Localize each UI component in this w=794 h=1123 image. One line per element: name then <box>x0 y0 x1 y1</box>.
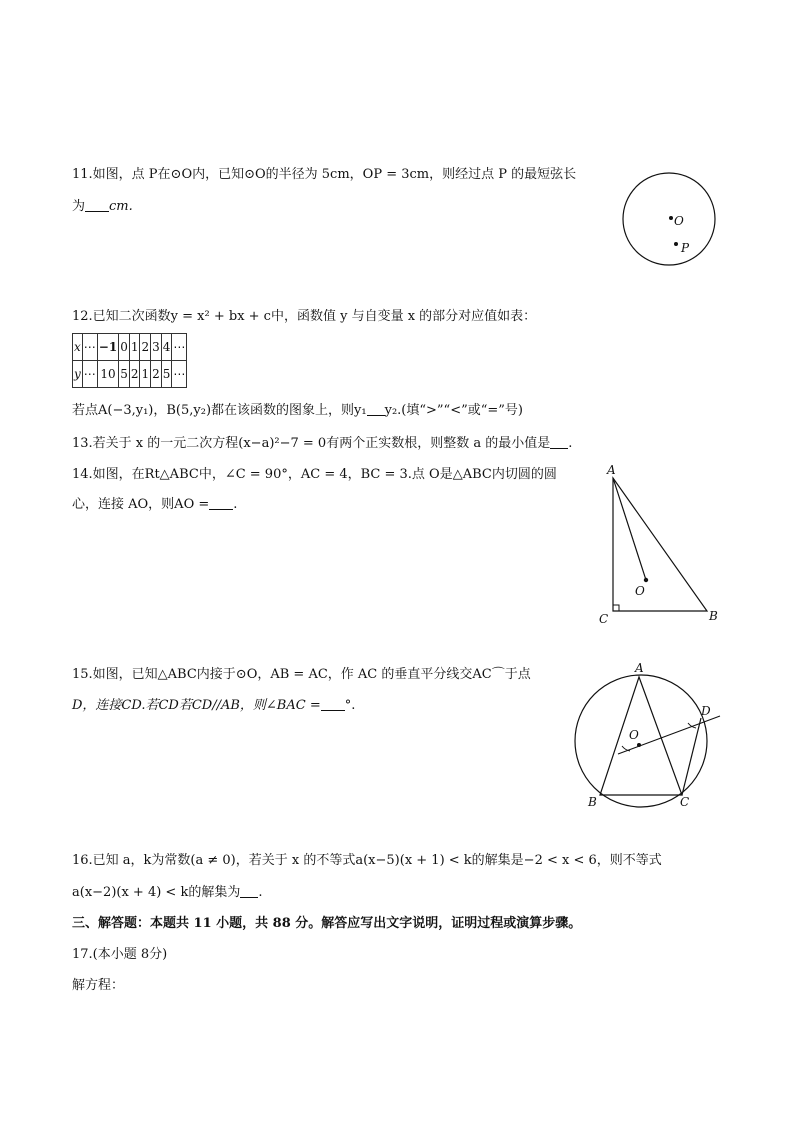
q16-line2 <box>72 884 262 902</box>
q14-right-triangle-figure <box>595 460 725 630</box>
q12-line2-post: y₂.(填“>”“<”或“=”号) <box>384 403 523 418</box>
q13-pre: 13.若关于 x 的一元二次方程(x−a)²−7 = 0有两个正实数根，则整数 a 的最小值是 <box>72 436 551 451</box>
answer-blank <box>209 497 233 510</box>
label-c: C <box>680 795 690 809</box>
answer-blank <box>321 698 345 711</box>
q16-line2-post: . <box>258 885 263 900</box>
table-row-x <box>73 334 187 361</box>
q13-post: . <box>568 436 573 451</box>
table-cell: 5 <box>119 361 130 388</box>
q15-line2-post: °. <box>344 698 356 713</box>
label-o: O <box>629 728 639 742</box>
table-cell: 1 <box>129 334 140 361</box>
table-cell: 10 <box>97 361 118 388</box>
q11-line2-post: cm. <box>109 199 133 214</box>
table-cell: 2 <box>140 334 151 361</box>
label-o: O <box>674 214 684 228</box>
q11-line1: 11.如图，点 P在⊙O内，已知⊙O的半径为 5cm，OP = 3cm，则经过点 P 的最短弦长 <box>72 167 577 182</box>
table-cell: ⋯ <box>82 361 97 388</box>
q12-line2-pre: 若点A(−3,y₁)，B(5,y₂)都在该函数的图象上，则y₁ <box>72 403 367 418</box>
label-c: C <box>599 612 609 626</box>
label-a: A <box>607 463 616 477</box>
right-angle-mark <box>613 605 619 611</box>
circumcircle <box>575 675 707 807</box>
q13-line <box>72 435 572 453</box>
q12-line2 <box>72 402 523 420</box>
answer-blank <box>240 885 258 898</box>
q11-line2 <box>72 198 133 216</box>
section-heading: 三、解答题：本题共 11 小题，共 88 分。解答应写出文字说明，证明过程或演算步骤。 <box>72 916 582 931</box>
q15-line2-pre: D，连接CD.若CD若CD//AB，则∠BAC = <box>72 698 321 713</box>
label-p: P <box>681 241 690 255</box>
table-cell: 3 <box>151 334 162 361</box>
table-cell: x <box>73 334 83 361</box>
table-cell: 4 <box>161 334 172 361</box>
q17-body: 解方程： <box>72 978 125 993</box>
q16-line2-pre: a(x−2)(x + 4) < k的解集为 <box>72 885 241 900</box>
q15-circle-triangle-figure <box>570 660 730 815</box>
q14-line1: 14.如图，在Rt△ABC中，∠C = 90°，AC = 4，BC = 3.点 O是△ABC内切圆的圆 <box>72 467 557 482</box>
q14-line2 <box>72 496 237 514</box>
q15-line2 <box>72 697 355 715</box>
label-d: D <box>701 704 711 718</box>
q11-line2-pre: 为 <box>72 199 86 214</box>
triangle-abc <box>600 677 682 795</box>
table-cell: y <box>73 361 83 388</box>
point-o-dot <box>637 743 641 747</box>
answer-blank <box>367 403 385 416</box>
table-cell: ⋯ <box>82 334 97 361</box>
answer-blank <box>85 199 109 212</box>
table-cell: 5 <box>161 361 172 388</box>
table-cell: 1 <box>140 361 151 388</box>
q17-title: 17.(本小题 8分) <box>72 947 168 962</box>
answer-blank <box>550 436 568 449</box>
value-table <box>72 333 187 388</box>
q14-line2-pre: 心，连接 AO，则AO = <box>72 497 210 512</box>
label-b: B <box>588 795 597 809</box>
q15-line1: 15.如图，已知△ABC内接于⊙O，AB = AC，作 AC 的垂直平分线交AC⌒于点 <box>72 667 531 682</box>
q14-line2-post: . <box>233 497 238 512</box>
label-b: B <box>709 609 718 623</box>
q11-circle-figure <box>620 170 720 270</box>
label-o: O <box>635 584 645 598</box>
table-cell: 0 <box>119 334 130 361</box>
segment-ao <box>613 478 646 580</box>
triangle-abc <box>613 478 707 611</box>
table-row-y <box>73 361 187 388</box>
arc-mark-1 <box>622 746 630 751</box>
table-cell: −1 <box>97 334 118 361</box>
table-cell: ⋯ <box>172 334 187 361</box>
point-p-dot <box>674 242 678 246</box>
q16-line1: 16.已知 a，k为常数(a ≠ 0)，若关于 x 的不等式a(x−5)(x + 1) < k的解集是−2 < x < 6，则不等式 <box>72 853 662 868</box>
table-cell: ⋯ <box>172 361 187 388</box>
circle-o <box>623 173 715 265</box>
table-cell: 2 <box>129 361 140 388</box>
point-o-dot <box>644 578 648 582</box>
q12-line1: 12.已知二次函数y = x² + bx + c中，函数值 y 与自变量 x 的部分对应值如表： <box>72 309 537 324</box>
label-a: A <box>635 661 644 675</box>
point-o-dot <box>669 216 673 220</box>
table-cell: 2 <box>151 361 162 388</box>
